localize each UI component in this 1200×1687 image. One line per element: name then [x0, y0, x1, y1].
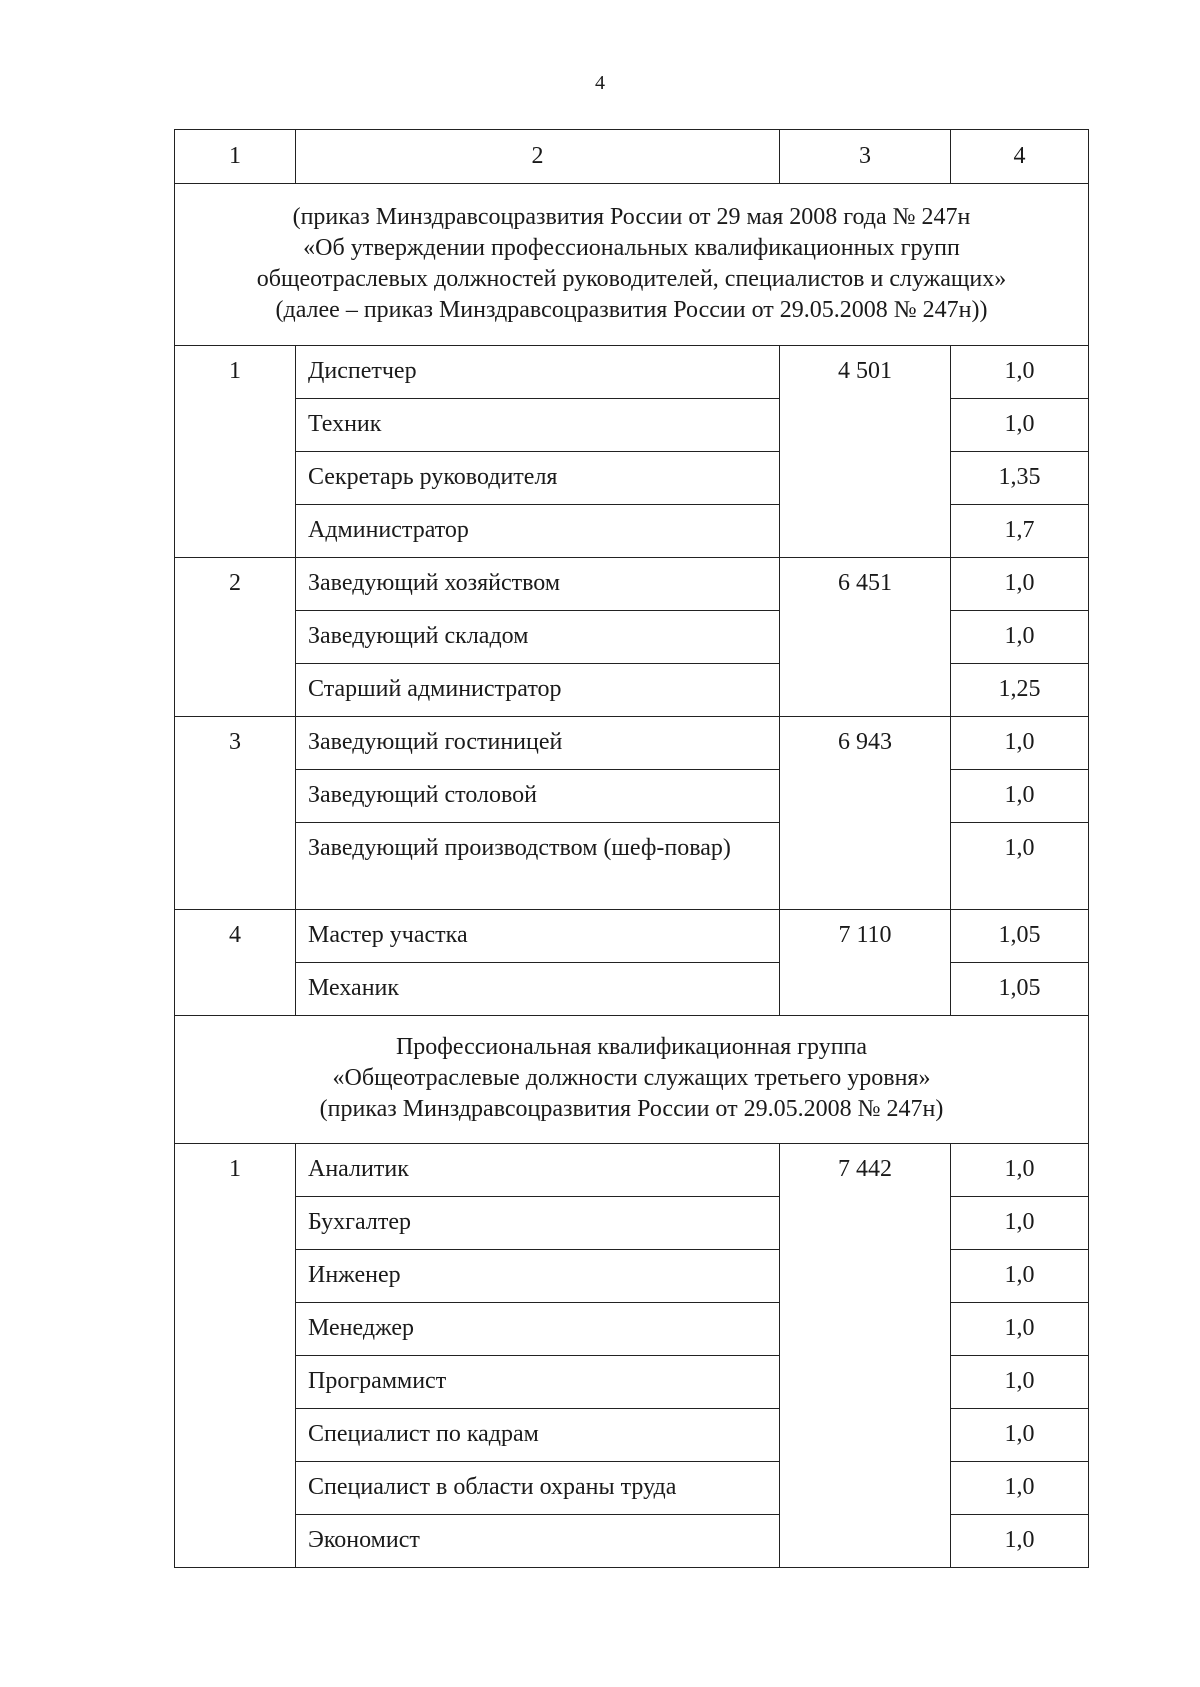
position-name: Бухгалтер [296, 1197, 780, 1250]
salary-cell: 6 451 [780, 558, 951, 717]
table-row [175, 664, 1089, 717]
table-row [175, 452, 1089, 505]
position-name: Экономист [296, 1515, 780, 1568]
position-name: Секретарь руководителя [296, 452, 780, 505]
table-row [175, 770, 1089, 823]
position-name: Заведующий гостиницей [296, 717, 780, 770]
position-name: Диспетчер [296, 346, 780, 399]
salary-cell: 7 110 [780, 910, 951, 1016]
table-row [175, 1356, 1089, 1409]
coef-cell: 1,0 [951, 1356, 1089, 1409]
section-1-line: (приказ Минздравсоцразвития России от 29 мая 2008 года № 247н [292, 203, 971, 230]
table-row [175, 1303, 1089, 1356]
position-name: Заведующий производством (шеф-повар) [296, 823, 780, 910]
table-row [175, 399, 1089, 452]
section-2-line: Профессиональная квалификационная группа [395, 1034, 868, 1060]
section-1-line: «Об утверждении профессиональных квалификационных групп [303, 234, 960, 261]
position-name: Заведующий хозяйством [296, 558, 780, 611]
table-row [175, 717, 1089, 770]
coef-cell: 1,05 [951, 963, 1089, 1016]
section-1-line: (далее – приказ Минздравсоцразвития России от 29.05.2008 № 247н)) [275, 296, 988, 323]
table-row [175, 1197, 1089, 1250]
coef-cell: 1,0 [951, 611, 1089, 664]
section-2-heading [175, 1016, 1089, 1144]
position-name: Специалист по кадрам [296, 1409, 780, 1462]
coef-cell: 1,0 [951, 717, 1089, 770]
coef-cell: 1,35 [951, 452, 1089, 505]
position-name: Программист [296, 1356, 780, 1409]
coef-cell: 1,0 [951, 1250, 1089, 1303]
table-row [175, 1144, 1089, 1197]
salary-cell: 6 943 [780, 717, 951, 910]
section-2-line: (приказ Минздравсоцразвития России от 29.05.2008 № 247н) [319, 1096, 944, 1122]
position-name: Техник [296, 399, 780, 452]
position-name: Заведующий складом [296, 611, 780, 664]
coef-cell: 1,0 [951, 1515, 1089, 1568]
coef-cell: 1,0 [951, 558, 1089, 611]
section-2-line: «Общеотраслевые должности служащих третьего уровня» [332, 1065, 931, 1091]
coef-cell: 1,0 [951, 1303, 1089, 1356]
level-cell: 3 [175, 717, 296, 910]
section-1-line: общеотраслевых должностей руководителей, специалистов и служащих» [256, 265, 1007, 292]
coef-cell: 1,0 [951, 770, 1089, 823]
table-row [175, 963, 1089, 1016]
salary-cell: 4 501 [780, 346, 951, 558]
coef-cell: 1,0 [951, 399, 1089, 452]
table-row [175, 346, 1089, 399]
section-heading-row [175, 184, 1089, 346]
table-row [175, 1515, 1089, 1568]
coef-cell: 1,25 [951, 664, 1089, 717]
coef-cell: 1,0 [951, 1197, 1089, 1250]
level-cell: 4 [175, 910, 296, 1016]
header-col-1: 1 [175, 130, 296, 184]
table-row [175, 823, 1089, 910]
coef-cell: 1,0 [951, 1144, 1089, 1197]
coef-cell: 1,0 [951, 823, 1089, 910]
position-name: Администратор [296, 505, 780, 558]
position-name: Заведующий столовой [296, 770, 780, 823]
salary-cell: 7 442 [780, 1144, 951, 1568]
header-col-4: 4 [951, 130, 1089, 184]
table-row [175, 1462, 1089, 1515]
coef-cell: 1,0 [951, 1409, 1089, 1462]
position-name: Старший администратор [296, 664, 780, 717]
table-row [175, 1250, 1089, 1303]
coef-cell: 1,0 [951, 1462, 1089, 1515]
qualification-table [174, 129, 1089, 1568]
table-row [175, 558, 1089, 611]
position-name: Мастер участка [296, 910, 780, 963]
table-row [175, 910, 1089, 963]
level-cell: 2 [175, 558, 296, 717]
level-cell: 1 [175, 1144, 296, 1568]
position-name: Механик [296, 963, 780, 1016]
header-col-3: 3 [780, 130, 951, 184]
coef-cell: 1,7 [951, 505, 1089, 558]
position-name: Специалист в области охраны труда [296, 1462, 780, 1515]
page-number: 4 [595, 72, 605, 94]
table-row [175, 1409, 1089, 1462]
position-name: Инженер [296, 1250, 780, 1303]
coef-cell: 1,05 [951, 910, 1089, 963]
section-1-heading [175, 184, 1089, 346]
coef-cell: 1,0 [951, 346, 1089, 399]
level-cell: 1 [175, 346, 296, 558]
position-name: Менеджер [296, 1303, 780, 1356]
table-row [175, 505, 1089, 558]
position-name: Аналитик [296, 1144, 780, 1197]
table-row [175, 611, 1089, 664]
header-col-2: 2 [296, 130, 780, 184]
table-header-row [175, 130, 1089, 184]
section-heading-row [175, 1016, 1089, 1144]
